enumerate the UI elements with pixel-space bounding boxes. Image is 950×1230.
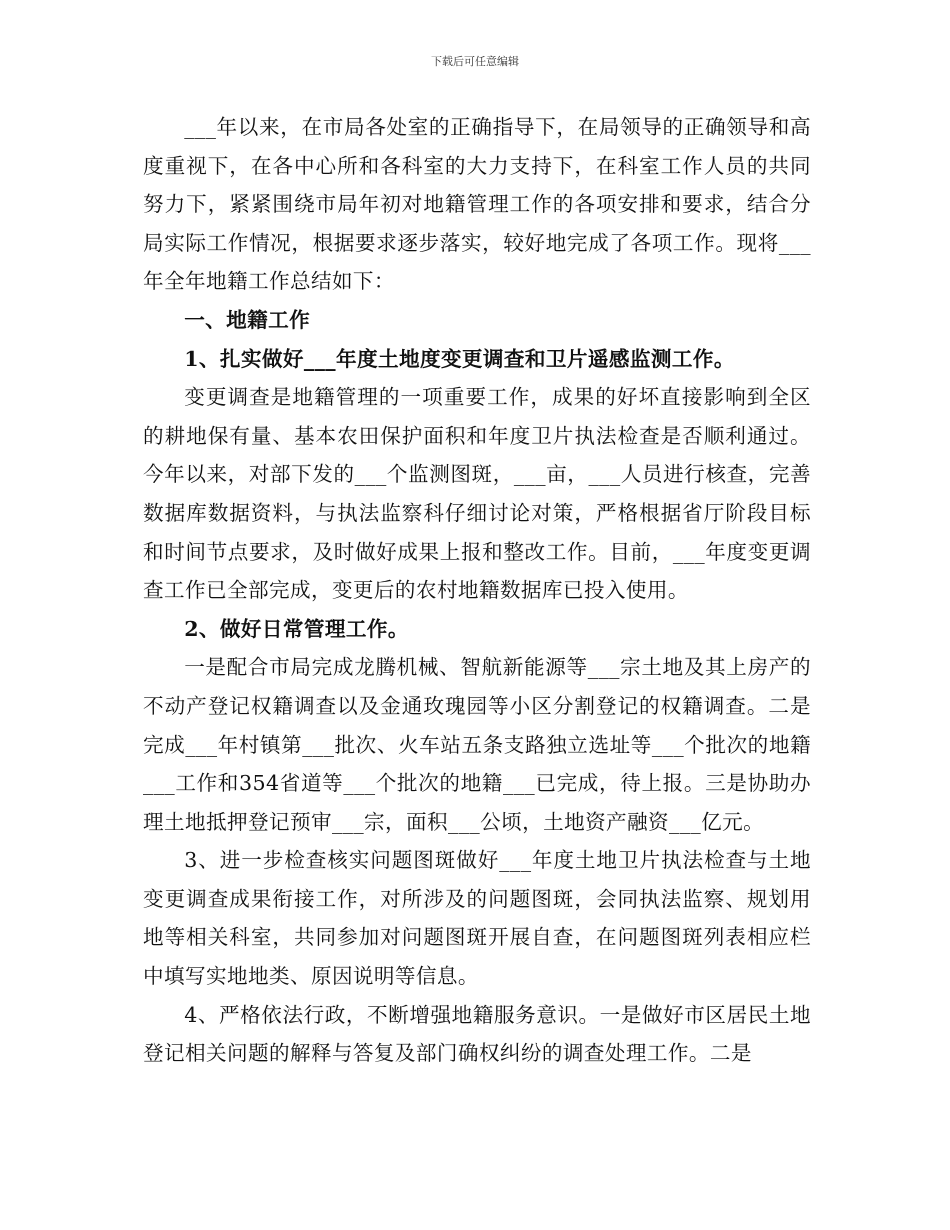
page-header: 下载后可任意编辑 — [431, 55, 519, 68]
document-body — [143, 108, 811, 1073]
intro-paragraph: ___年以来，在市局各处室的正确指导下，在局领导的正确领导和高度重视下，在各中心所和各科室的大力支持下，在科室工作人员的共同努力下，紧紧围绕市局年初对地籍管理工作的各项安排和要求，结合分局实际工作情况，根据要求逐步落实，较好地完成了各项工作。现将___年全年地籍工作总结如下： — [143, 115, 811, 294]
section-heading: 一、地籍工作 — [184, 307, 311, 332]
body-paragraph: 3、进一步检查核实问题图斑做好___年度土地卫片执法检查与土地变更调查成果衔接工作，对所涉及的问题图斑，会同执法监察、规划用地等相关科室，共同参加对问题图斑开展自查，在问题图斑列表相应栏中填写实地地类、原因说明等信息。 — [143, 848, 811, 989]
body-paragraph: 4、严格依法行政，不断增强地籍服务意识。一是做好市区居民土地登记相关问题的解释与答复及部门确权纠纷的调查处理工作。二是 — [143, 1002, 811, 1066]
body-paragraph: 一是配合市局完成龙腾机械、智航新能源等___宗土地及其上房产的不动产登记权籍调查以及金通玫瑰园等小区分割登记的权籍调查。二是完成___年村镇第___批次、火车站五条支路独立选址等___个批次的地籍___工作和354省道等___个批次的地籍___已完成，待上报。三是协助办理土地抵押登记预审___宗，面积___公顷，土地资产融资___亿元。 — [143, 655, 811, 834]
subsection-heading: 2、做好日常管理工作。 — [184, 616, 409, 641]
subsection-heading: 1、扎实做好___年度土地度变更调查和卫片遥感监测工作。 — [184, 346, 735, 371]
body-paragraph: 变更调查是地籍管理的一项重要工作，成果的好坏直接影响到全区的耕地保有量、基本农田保护面积和年度卫片执法检查是否顺利通过。今年以来，对部下发的___个监测图斑，___亩，___人员进行核查，完善数据库数据资料，与执法监察科仔细讨论对策，严格根据省厅阶段目标和时间节点要求，及时做好成果上报和整改工作。目前，___年度变更调查工作已全部完成，变更后的农村地籍数据库已投入使用。 — [143, 385, 811, 603]
